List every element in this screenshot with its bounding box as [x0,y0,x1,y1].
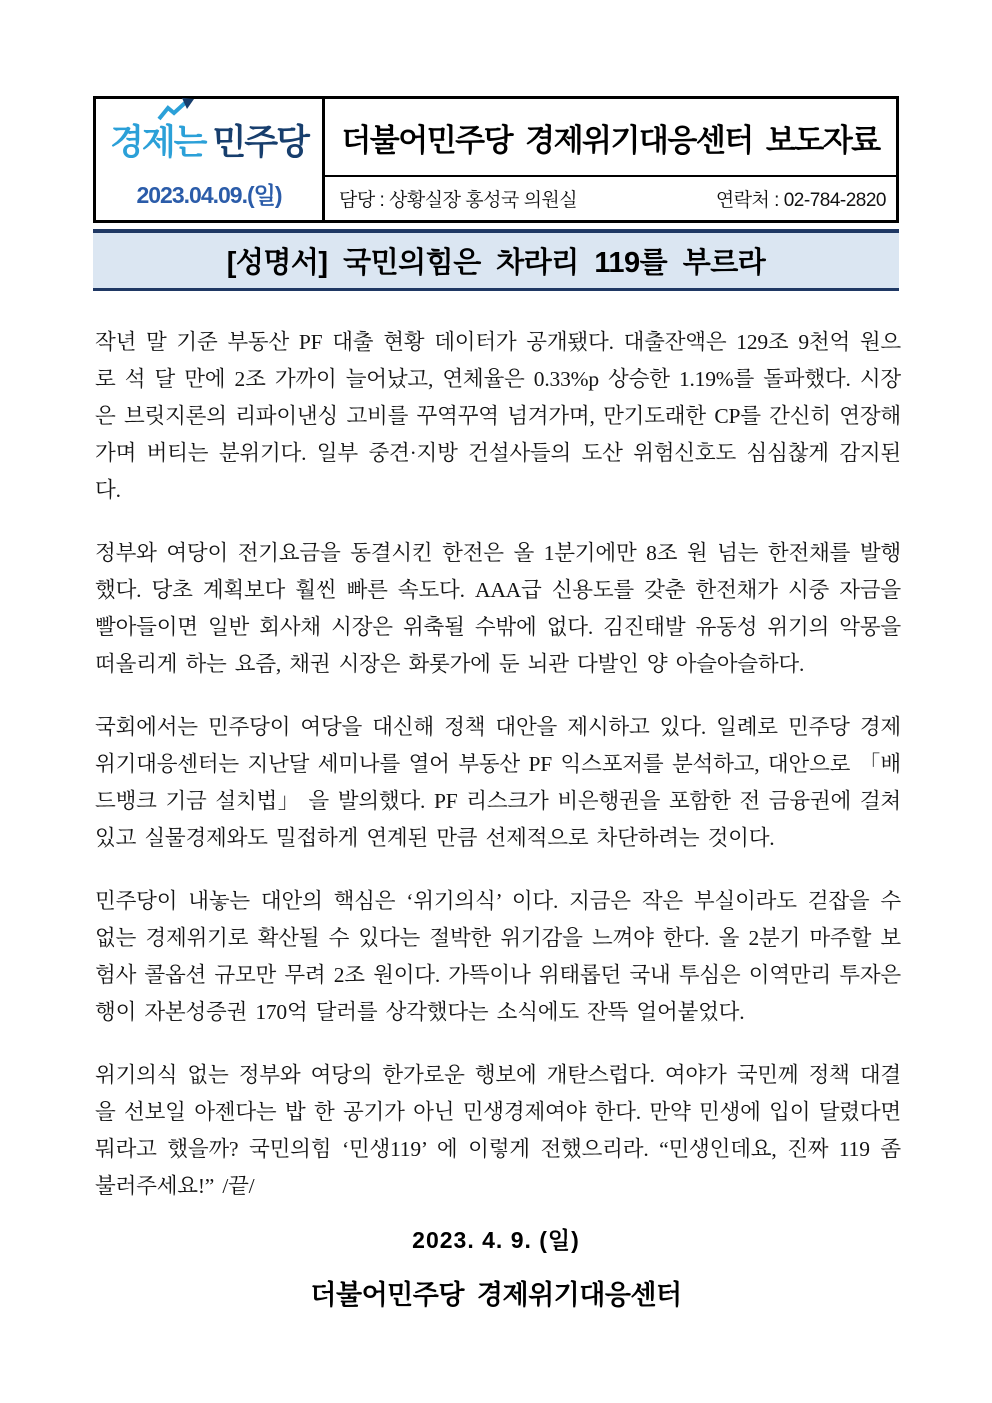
body-paragraph: 민주당이 내놓는 대안의 핵심은 ‘위기의식’ 이다. 지금은 작은 부실이라도 걷잡을 수 없는 경제위기로 확산될 수 있다는 절박한 위기감을 느껴야 한다. 올 2분기 마주할 보험사 콜옵션 규모만 무려 2조 원이다. 가뜩이나 위태롭던 국내 투심은 이역만리 투자은행이 자본성증권 170억 달러를 상각했다는 소식에도 잔뜩 얼어붙었다. [95,889,901,1024]
logo-cell [96,99,325,220]
logo-text-right: 민주당 [212,123,308,162]
body-paragraph: 위기의식 없는 정부와 여당의 한가로운 행보에 개탄스럽다. 여야가 국민께 정책 대결을 선보일 아젠다는 밥 한 공기가 아닌 민생경제여야 한다. 만약 민생에 입이 달렸다면 뭐라고 했을까? 국민의힘 ‘민생119’ 에 이렇게 전했으리라. “민생인데요, 진짜 119 좀 불러주세요!” /끝/ [95,1063,901,1198]
body-paragraph: 작년 말 기준 부동산 PF 대출 현황 데이터가 공개됐다. 대출잔액은 129조 9천억 원으로 석 달 만에 2조 가까이 늘어났고, 연체율은 0.33%p 상승한 1.19%를 돌파했다. 시장은 브릿지론의 리파이낸싱 고비를 꾸역꾸역 넘겨가며, 만기도래한 CP를 간신히 연장해가며 버티는 분위기다. 일부 중견·지방 건설사들의 도산 위험신호도 심심찮게 감지된다. [95,330,901,502]
logo-text-left: 경제는 [110,123,206,162]
growth-arrow-icon [156,98,196,122]
body-paragraph: 국회에서는 민주당이 여당을 대신해 정책 대안을 제시하고 있다. 일례로 민주당 경제위기대응센터는 지난달 세미나를 열어 부동산 PF 익스포저를 분석하고, 대안으로 「배드뱅크 기금 설치법」 을 발의했다. PF 리스크가 비은행권을 포함한 전 금융권에 걸쳐있고 실물경제와도 밀접하게 연계된 만큼 선제적으로 차단하려는 것이다. [95,715,901,850]
logo-date: 2023.04.09.(일) [136,182,282,208]
contact-row [325,177,896,220]
press-release-title: 더불어민주당 경제위기대응센터 보도자료 [325,99,896,177]
footer-date: 2023. 4. 9. (일) [412,1227,580,1253]
body-paragraph: 정부와 여당이 전기요금을 동결시킨 한전은 올 1분기에만 8조 원 넘는 한전채를 발행했다. 당초 계획보다 훨씬 빠른 속도다. AAA급 신용도를 갖춘 한전채가 시중 자금을 빨아들이면 일반 회사채 시장은 위축될 수밖에 없다. 김진태발 유동성 위기의 악몽을 떠올리게 하는 요즘, 채권 시장은 화롯가에 둔 뇌관 다발인 양 아슬아슬하다. [95,541,901,676]
header-right-cell [325,99,896,220]
footer [0,1222,992,1312]
contact-person: 담당 : 상황실장 홍성국 의원실 [339,190,578,211]
statement-title-banner: [성명서] 국민의힘은 차라리 119를 부르라 [93,229,899,291]
party-logo [110,115,308,165]
header-table [93,96,899,223]
statement-body [95,324,901,1231]
contact-phone: 연락처 : 02-784-2820 [715,190,886,211]
footer-organization: 더불어민주당 경제위기대응센터 [310,1280,682,1310]
